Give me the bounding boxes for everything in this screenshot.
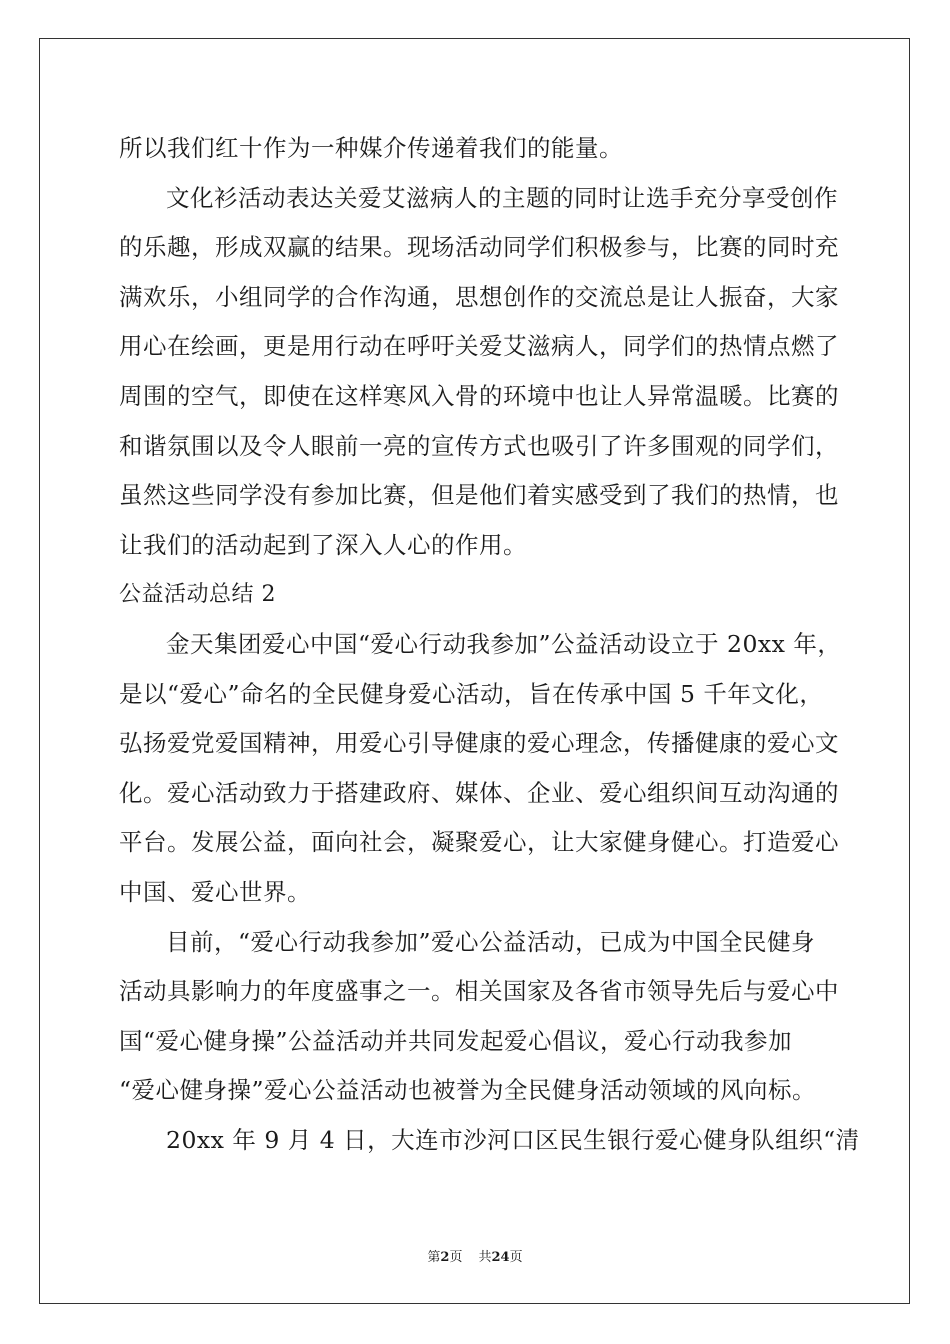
text-line: 国“爱心健身操”公益活动并共同发起爱心倡议，爱心行动我参加 xyxy=(119,1026,793,1055)
total-pages: 24 xyxy=(491,1250,510,1265)
text-line: 让我们的活动起到了深入人心的作用。 xyxy=(119,530,527,559)
text-line: 平台。发展公益，面向社会，凝聚爱心，让大家健身健心。打造爱心 xyxy=(119,828,839,857)
text-line: 周围的空气，即使在这样寒风入骨的环境中也让人异常温暖。比赛的 xyxy=(119,381,839,410)
page-suffix: 页 xyxy=(449,1250,463,1265)
text-line: 用心在绘画，更是用行动在呼吁关爱艾滋病人，同学们的热情点燃了 xyxy=(119,332,839,361)
text-line: 金天集团爱心中国“爱心行动我参加”公益活动设立于 20xx 年， xyxy=(166,629,842,658)
page-number: 2 xyxy=(440,1250,450,1265)
total-suffix: 页 xyxy=(509,1250,523,1265)
text-line: 的乐趣，形成双赢的结果。现场活动同学们积极参与，比赛的同时充 xyxy=(119,233,839,262)
text-line: 和谐氛围以及令人眼前一亮的宣传方式也吸引了许多围观的同学们， xyxy=(119,431,839,460)
text-line: 弘扬爱党爱国精神，用爱心引导健康的爱心理念，传播健康的爱心文 xyxy=(119,729,839,758)
text-line: 化。爱心活动致力于搭建政府、媒体、企业、爱心组织间互动沟通的 xyxy=(119,778,839,807)
text-line: 中国、爱心世界。 xyxy=(119,877,311,906)
text-line: 活动具影响力的年度盛事之一。相关国家及各省市领导先后与爱心中 xyxy=(119,977,839,1006)
text-line: 满欢乐，小组同学的合作沟通，思想创作的交流总是让人振奋，大家 xyxy=(119,282,839,311)
text-line: 目前，“爱心行动我参加”爱心公益活动，已成为中国全民健身 xyxy=(166,927,816,956)
text-line: 所以我们红十作为一种媒介传递着我们的能量。 xyxy=(119,134,623,162)
text-line: 虽然这些同学没有参加比赛，但是他们着实感受到了我们的热情，也 xyxy=(119,481,839,510)
section-heading: 公益活动总结 2 xyxy=(119,582,276,608)
page-footer xyxy=(0,1246,950,1265)
text-line: “爱心健身操”爱心公益活动也被誉为全民健身活动领域的风向标。 xyxy=(119,1076,817,1105)
document-body xyxy=(119,124,860,1165)
text-line: 文化衫活动表达关爱艾滋病人的主题的同时让选手充分享受创作 xyxy=(166,183,838,212)
text-line: 是以“爱心”命名的全民健身爱心活动，旨在传承中国 5 千年文化， xyxy=(119,679,824,708)
total-prefix: 共 xyxy=(478,1250,492,1265)
page-prefix: 第 xyxy=(427,1250,441,1265)
text-line: 20xx 年 9 月 4 日，大连市沙河口区民生银行爱心健身队组织“清 xyxy=(166,1125,860,1154)
